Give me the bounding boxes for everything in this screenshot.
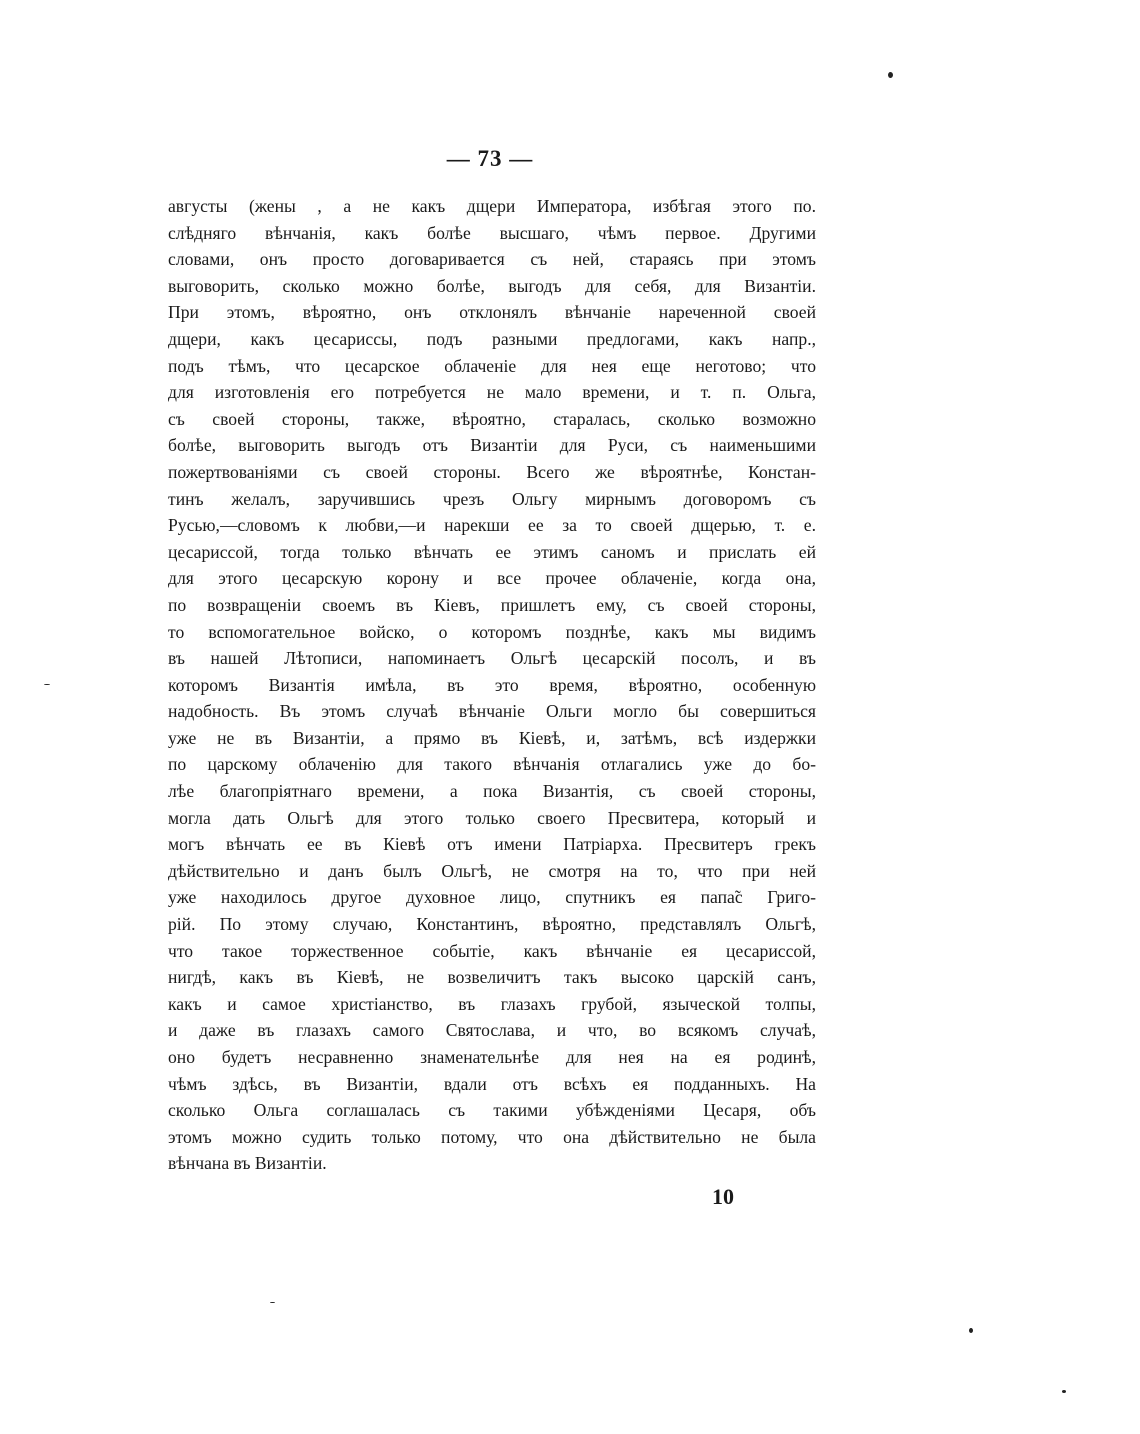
text-line: тинъ желалъ, заручившись чрезъ Ольгу мирнымъ договоромъ съ [168,488,816,509]
text-line: лѣе благопріятнаго времени, а пока Византія, съ своей стороны, [168,781,816,802]
text-line: уже находилось другое духовное лицо, спутникъ ея папа̃с Григо- [168,887,816,908]
scan-speck [888,72,893,78]
text-line: для этого цесарскую корону и все прочее облаченіе, когда она, [168,568,816,589]
text-line: которомъ Византія имѣла, въ это время, вѣроятно, особенную [168,674,816,695]
text-line: что такое торжественное событіе, какъ вѣнчаніе ея цесариссой, [168,940,816,961]
text-line: для изготовленія его потребуется не мало времени, и т. п. Ольга, [168,382,816,403]
text-line: рій. По этому случаю, Константинъ, вѣроятно, представлялъ Ольгѣ, [168,914,816,935]
text-line: какъ и самое христіанство, въ глазахъ грубой, языческой толпы, [168,993,816,1014]
text-line: слѣдняго вѣнчанія, какъ болѣе высшаго, чѣмъ первое. Другими [168,222,816,243]
text-line: то вспомогательное войско, о которомъ позднѣе, какъ мы видимъ [168,621,816,642]
text-line: нигдѣ, какъ въ Кіевѣ, не возвеличитъ такъ высоко царскій санъ, [168,967,816,988]
signature-mark: 10 [712,1184,734,1209]
text-line: уже не въ Византіи, а прямо въ Кіевѣ, и, затѣмъ, всѣ издержки [168,727,816,748]
text-line: въ нашей Лѣтописи, напоминаетъ Ольгѣ цесарскій посолъ, и въ [168,648,816,669]
text-line: дѣйствительно и данъ былъ Ольгѣ, не смотря на то, что при ней [168,860,816,881]
body-text [168,193,816,1177]
text-line: по возвращеніи своемъ въ Кіевъ, пришлетъ ему, съ своей стороны, [168,594,816,615]
scan-speck [969,1328,973,1333]
text-line: словами, онъ просто договаривается съ ней, стараясь при этомъ [168,249,816,270]
text-line: и даже въ глазахъ самого Святослава, и что, во всякомъ случаѣ, [168,1020,816,1041]
text-line: могла дать Ольгѣ для этого только своего Пресвитера, который и [168,807,816,828]
page-number: — 73 — [446,146,534,171]
text-line: чѣмъ здѣсь, въ Византіи, вдали отъ всѣхъ ея подданныхъ. На [168,1073,816,1094]
text-line: пожертвованіями съ своей стороны. Всего же вѣроятнѣе, Констан- [168,461,816,482]
text-line: При этомъ, вѣроятно, онъ отклонялъ вѣнчаніе нареченной своей [168,302,816,323]
text-line: дщери, какъ цесариссы, подъ разными предлогами, какъ напр., [168,328,816,349]
text-line: могъ вѣнчать ее въ Кіевѣ отъ имени Патріарха. Пресвитеръ грекъ [168,834,816,855]
text-line: вѣнчана въ Византіи. [168,1153,327,1174]
text-line: надобность. Въ этомъ случаѣ вѣнчаніе Ольги могло бы совершиться [168,701,816,722]
scan-speck [1062,1390,1066,1393]
text-line: этомъ можно судить только потому, что она дѣйствительно не была [168,1126,816,1147]
text-line: выговорить, сколько можно болѣе, выгодъ для себя, для Византіи. [168,275,816,296]
text-line: по царскому облаченію для такого вѣнчанія отлагались уже до бо- [168,754,816,775]
text-line: августы (жены , а не какъ дщери Императора, избѣгая этого по. [168,196,816,216]
text-line: болѣе, выговорить выгодъ отъ Византіи для Руси, съ наименьшими [168,435,816,456]
text-line: съ своей стороны, также, вѣроятно, старалась, сколько возможно [168,408,816,429]
scan-speck [44,684,50,685]
scan-speck [270,1302,275,1303]
text-line: цесариссой, тогда только вѣнчать ее этимъ саномъ и прислать ей [168,541,816,562]
text-line: оно будетъ несравненно знаменательнѣе для нея на ея родинѣ, [168,1047,816,1067]
text-line: сколько Ольга соглашалась съ такими убѣжденіями Цесаря, объ [168,1100,816,1121]
text-line: подъ тѣмъ, что цесарское облаченіе для нея еще неготово; что [168,355,816,376]
text-line: Русью,—словомъ к любви,—и нарекши ее за то своей дщерью, т. е. [168,515,816,536]
